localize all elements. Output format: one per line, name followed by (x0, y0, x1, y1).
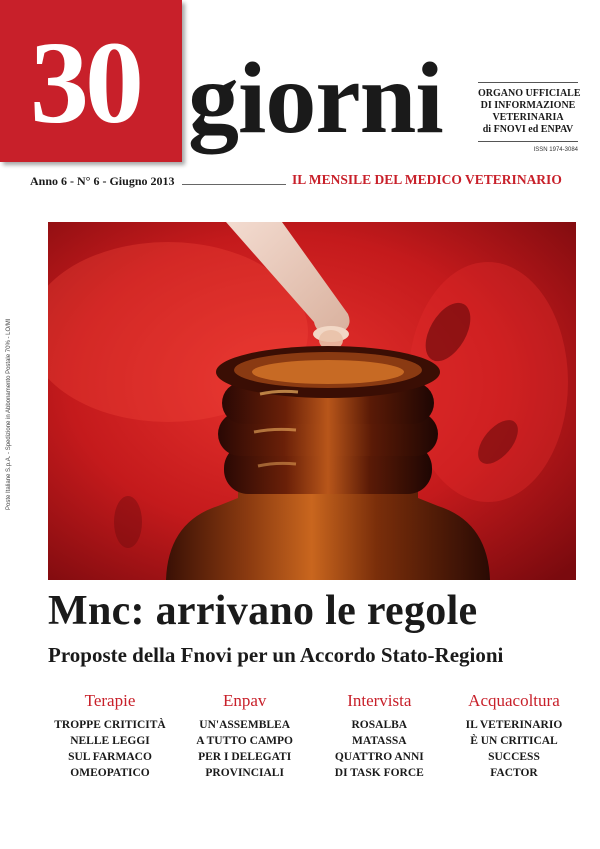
section-text: TROPPE CRITICITÀ (54, 719, 166, 731)
section-text: A TUTTO CAMPO (196, 735, 293, 747)
section-teaser[interactable] (44, 690, 176, 800)
section-text: UN'ASSEMBLEA (199, 719, 291, 731)
section-teaser[interactable] (313, 690, 445, 800)
section-text: FACTOR (490, 767, 538, 779)
section-text: PER I DELEGATI (198, 751, 292, 763)
section-text: PROVINCIALI (205, 767, 284, 779)
tagline: IL MENSILE DEL MEDICO VETERINARIO (292, 172, 562, 187)
logo-number: 30 (30, 17, 140, 148)
section-title: Acquacoltura (468, 691, 560, 710)
divider (182, 184, 286, 185)
section-text: MATASSA (352, 735, 407, 747)
section-text: SUL FARMACO (68, 751, 152, 763)
section-teaser[interactable] (448, 690, 580, 800)
postal-notice: Poste Italiane S.p.A. - Spedizione in Abbonamento Postale 70% - LO/MI (6, 318, 12, 510)
logo-word: giorni (188, 42, 443, 155)
cover-subheadline: Proposte della Fnovi per un Accordo Stato-Regioni (48, 643, 504, 667)
section-text: DI TASK FORCE (334, 767, 424, 779)
section-text: È UN CRITICAL (470, 735, 558, 747)
organ-info-line: VETERINARIA (492, 112, 564, 123)
cover-photo (48, 222, 576, 580)
organ-info-line: ORGANO UFFICIALE (478, 88, 581, 99)
section-title: Enpav (222, 691, 267, 710)
bottle-dropper-illustration (48, 222, 576, 580)
section-teasers (44, 690, 580, 800)
section-text: NELLE LEGGI (70, 735, 150, 747)
section-text: QUATTRO ANNI (334, 751, 424, 763)
section-text: IL VETERINARIO (465, 719, 563, 731)
section-text: SUCCESS (488, 751, 540, 763)
section-teaser[interactable] (179, 690, 311, 800)
section-title: Intervista (347, 691, 412, 710)
issue-info: Anno 6 - N° 6 - Giugno 2013 (30, 174, 175, 188)
issn: ISSN 1974-3084 (533, 147, 578, 153)
section-text: ROSALBA (351, 719, 408, 731)
section-title: Terapie (84, 691, 136, 710)
organ-info (478, 82, 581, 142)
organ-info-line: DI INFORMAZIONE (480, 100, 576, 111)
organ-info-line: di FNOVI ed ENPAV (482, 124, 574, 135)
section-text: OMEOPATICO (70, 767, 150, 779)
logo-box (0, 0, 182, 162)
cover-headline: Mnc: arrivano le regole (48, 588, 478, 634)
